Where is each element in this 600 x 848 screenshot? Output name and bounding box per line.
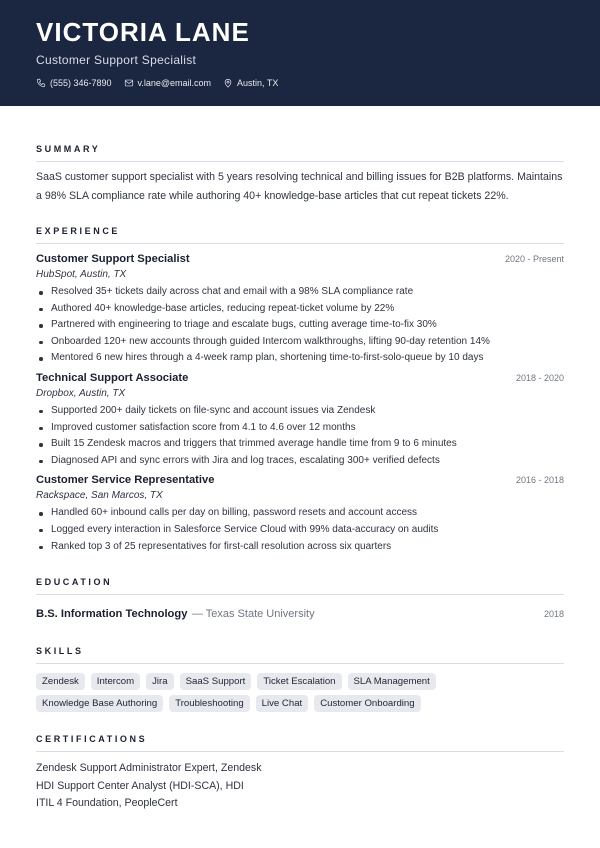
- skill-chip: Customer Onboarding: [314, 695, 420, 712]
- job-company: Dropbox, Austin, TX: [36, 387, 126, 399]
- phone-text: (555) 346-7890: [50, 78, 112, 88]
- summary-heading: SUMMARY: [36, 144, 564, 162]
- resume-header: [0, 0, 600, 106]
- bullet-item: Supported 200+ daily tickets on file-sync and account issues via Zendesk: [36, 403, 564, 420]
- certification-item: Zendesk Support Administrator Expert, Zendesk: [36, 762, 262, 775]
- email-text[interactable]: v.lane@email.com: [137, 78, 212, 88]
- job-dates: 2018 - 2020: [515, 372, 564, 383]
- skill-chip: Knowledge Base Authoring: [36, 695, 163, 712]
- contact-location: [223, 78, 278, 88]
- bullet-item: Ranked top 3 of 25 representatives for first-call resolution across six quarters: [36, 539, 564, 556]
- certifications-heading: CERTIFICATIONS: [36, 734, 564, 752]
- skill-chip: Live Chat: [256, 695, 309, 712]
- job-bullets: [36, 505, 564, 555]
- certification-item: HDI Support Center Analyst (HDI-SCA), HDI: [36, 779, 244, 792]
- summary-text: SaaS customer support specialist with 5 years resolving technical and billing issues for B2B platforms. Maintains a 98% SLA compliance rate while authoring 40+ knowledge-base articles that cut repeat tickets 22%.: [36, 171, 563, 202]
- skills-list: [36, 673, 436, 712]
- skill-chip: Intercom: [91, 673, 140, 690]
- bullet-item: Logged every interaction in Salesforce Service Cloud with 99% data-accuracy on audits: [36, 522, 564, 539]
- education-heading: EDUCATION: [36, 577, 564, 595]
- location-text: Austin, TX: [237, 78, 279, 88]
- phone-icon: [36, 78, 46, 88]
- experience-heading: EXPERIENCE: [36, 226, 564, 244]
- job-title: Customer Service Representative: [36, 474, 215, 487]
- job-bullets: [36, 403, 564, 469]
- skill-chip: Troubleshooting: [169, 695, 249, 712]
- bullet-item: Onboarded 120+ new accounts through guided Intercom walkthroughs, lifting 90-day retention 14%: [36, 334, 564, 351]
- resume-body: [0, 144, 600, 812]
- contact-info: [36, 78, 564, 88]
- job-company: HubSpot, Austin, TX: [36, 269, 127, 280]
- location-pin-icon: [223, 78, 233, 88]
- job-entry: [36, 474, 564, 555]
- contact-phone: [36, 78, 112, 88]
- bullet-item: Diagnosed API and sync errors with Jira and log traces, escalating 300+ verified defects: [36, 453, 564, 470]
- skill-chip: Zendesk: [36, 673, 85, 690]
- skill-chip: Jira: [146, 673, 173, 690]
- edu-degree: B.S. Information Technology: [36, 608, 188, 621]
- job-entry: [36, 372, 564, 469]
- skill-chip: Ticket Escalation: [257, 673, 341, 690]
- bullet-item: Resolved 35+ tickets daily across chat and email with a 98% SLA compliance rate: [36, 284, 564, 301]
- job-dates: 2016 - 2018: [515, 475, 564, 486]
- job-dates: 2020 - Present: [504, 254, 564, 264]
- bullet-item: Partnered with engineering to triage and escalate bugs, cutting average time-to-fix 30%: [36, 317, 564, 334]
- skill-chip: SLA Management: [348, 673, 436, 690]
- candidate-name: VICTORIA LANE: [36, 17, 250, 47]
- skills-heading: SKILLS: [36, 646, 564, 664]
- bullet-item: Mentored 6 new hires through a 4-week ramp plan, shortening time-to-first-solo-queue by 10 days: [36, 350, 564, 367]
- job-title: Technical Support Associate: [36, 371, 189, 384]
- job-entry: [36, 253, 564, 367]
- contact-email[interactable]: [124, 78, 212, 88]
- skill-chip: SaaS Support: [180, 673, 252, 690]
- mail-icon: [124, 78, 134, 88]
- bullet-item: Authored 40+ knowledge-base articles, reducing repeat-ticket volume by 22%: [36, 301, 564, 318]
- certification-item: ITIL 4 Foundation, PeopleCert: [36, 796, 178, 809]
- bullet-item: Built 15 Zendesk macros and triggers that trimmed average handle time from 9 to 6 minutes: [36, 436, 564, 453]
- candidate-role: Customer Support Specialist: [36, 53, 197, 67]
- job-company: Rackspace, San Marcos, TX: [36, 490, 163, 502]
- edu-year: 2018: [543, 609, 564, 620]
- bullet-item: Improved customer satisfaction score from 4.1 to 4.6 over 12 months: [36, 420, 564, 437]
- education-entry: [36, 604, 564, 622]
- job-title: Customer Support Specialist: [36, 253, 190, 265]
- certifications-list: [36, 760, 564, 812]
- edu-school: — Texas State University: [191, 608, 315, 621]
- job-bullets: [36, 284, 564, 367]
- bullet-item: Handled 60+ inbound calls per day on billing, password resets and account access: [36, 505, 564, 522]
